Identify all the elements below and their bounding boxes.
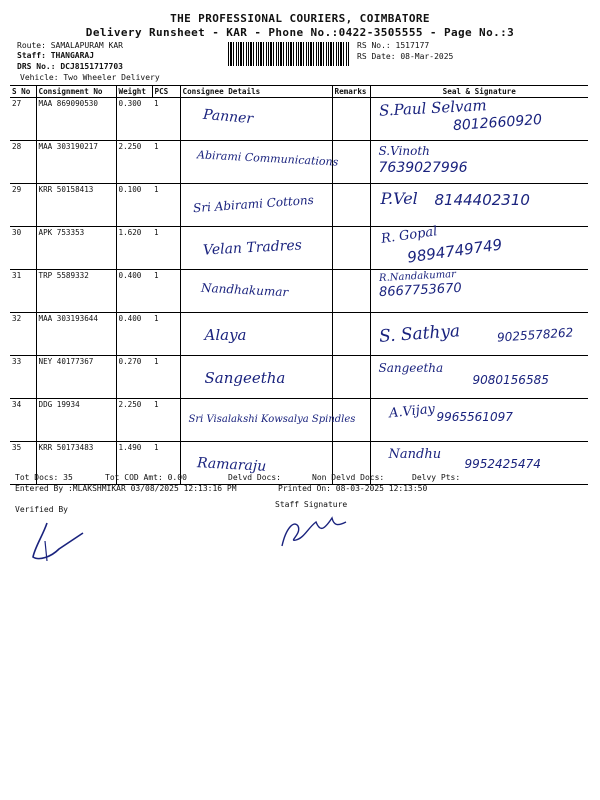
staff-signature-label: Staff Signature [275, 500, 348, 509]
row-weight: 0.300 [116, 98, 152, 141]
row-pcs: 1 [152, 442, 180, 485]
signature: Sangeetha [378, 361, 444, 375]
consignee-handwriting: Sri Abirami Cottons [192, 192, 314, 216]
col-weight: Weight [116, 86, 152, 98]
row-consignment: KRR 50173483 [36, 442, 116, 485]
row-weight: 0.400 [116, 270, 152, 313]
table-row [10, 141, 588, 184]
row-weight: 2.250 [116, 399, 152, 442]
consignee-handwriting: Alaya [204, 326, 247, 344]
row-pcs: 1 [152, 184, 180, 227]
row-pcs: 1 [152, 98, 180, 141]
table-row [10, 356, 588, 399]
row-sno: 34 [10, 399, 36, 442]
verified-by-label: Verified By [15, 505, 68, 514]
row-pcs: 1 [152, 399, 180, 442]
signature: S.Vinoth [378, 144, 430, 158]
drs-label: DRS No.: DCJ8151717703 [17, 62, 123, 71]
consignee-handwriting: Nandhakumar [200, 280, 289, 300]
row-sno: 32 [10, 313, 36, 356]
signature: P.Vel [380, 189, 418, 208]
row-consignment: APK 753353 [36, 227, 116, 270]
col-remarks: Remarks [332, 86, 370, 98]
signature: S. Sathya [377, 321, 461, 347]
row-sno: 30 [10, 227, 36, 270]
table-row [10, 442, 588, 485]
receiver-phone: 9025578262 [496, 325, 574, 345]
row-weight: 0.270 [116, 356, 152, 399]
receiver-phone: 9965561097 [436, 410, 513, 424]
receiver-phone: 9894749749 [405, 235, 503, 267]
row-weight: 0.100 [116, 184, 152, 227]
delivery-points: Delvy Pts: [412, 473, 461, 482]
row-consignment: NEY 40177367 [36, 356, 116, 399]
signature: S.Paul Selvam [378, 96, 487, 120]
col-signature: Seal & Signature [370, 86, 588, 98]
consignee-handwriting: Ramaraju [196, 455, 267, 475]
row-pcs: 1 [152, 313, 180, 356]
signature: A.Vijay [387, 401, 436, 422]
row-sno: 35 [10, 442, 36, 485]
receiver-phone: 8144402310 [434, 191, 530, 209]
row-consignment: MAA 303190217 [36, 141, 116, 184]
table-row [10, 399, 588, 442]
row-sno: 28 [10, 141, 36, 184]
row-sno: 33 [10, 356, 36, 399]
consignee-handwriting: Abirami Communications [196, 148, 339, 169]
vehicle-label: Vehicle: Two Wheeler Delivery [20, 73, 160, 82]
row-sno: 29 [10, 184, 36, 227]
document-subtitle: Delivery Runsheet - KAR - Phone No.:0422-3505555 - Page No.:3 [85, 26, 515, 39]
signature: R.Nandakumar [378, 268, 456, 285]
staff-signature [276, 508, 351, 553]
consignee-handwriting: Velan Tradres [202, 237, 302, 259]
consignee-handwriting: Sri Visalakshi Kowsalya Spindles [188, 414, 356, 425]
staff-label: Staff: THANGARAJ [17, 51, 95, 60]
receiver-phone: 9080156585 [472, 373, 549, 387]
row-weight: 2.250 [116, 141, 152, 184]
printed-on: Printed On: 08-03-2025 12:13:50 [278, 484, 428, 493]
table-row [10, 227, 588, 270]
col-pcs: PCS [152, 86, 180, 98]
total-cod: Tot COD Amt: 0.00 [105, 473, 187, 482]
row-weight: 1.620 [116, 227, 152, 270]
receiver-phone: 9952425474 [464, 457, 541, 471]
consignee-handwriting: Panner [201, 106, 254, 128]
rs-date: RS Date: 08-Mar-2025 [357, 52, 454, 61]
barcode [228, 42, 350, 66]
table-header-row [10, 86, 588, 98]
table-row [10, 184, 588, 227]
row-sno: 31 [10, 270, 36, 313]
runsheet-table [10, 85, 588, 485]
col-sno: S No [10, 86, 36, 98]
row-pcs: 1 [152, 227, 180, 270]
row-weight: 0.400 [116, 313, 152, 356]
row-consignment: MAA 869090530 [36, 98, 116, 141]
consignee-handwriting: Sangeetha [204, 369, 286, 387]
col-consignee: Consignee Details [180, 86, 332, 98]
table-row [10, 98, 588, 141]
document-title: THE PROFESSIONAL COURIERS, COIMBATORE [170, 12, 430, 25]
route-label: Route: SAMALAPURAM KAR [17, 41, 123, 50]
row-consignment: KRR 50158413 [36, 184, 116, 227]
total-docs: Tot Docs: 35 [15, 473, 73, 482]
row-pcs: 1 [152, 141, 180, 184]
delivered-docs: Delvd Docs: [228, 473, 281, 482]
row-consignment: DDG 19934 [36, 399, 116, 442]
receiver-phone: 7639027996 [378, 160, 468, 176]
table-row [10, 313, 588, 356]
row-pcs: 1 [152, 270, 180, 313]
signature: Nandhu [388, 447, 442, 462]
signature: R. Gopal [379, 224, 438, 247]
non-delivered-docs: Non Delvd Docs: [312, 473, 385, 482]
col-consignment: Consignment No [36, 86, 116, 98]
rs-no: RS No.: 1517177 [357, 41, 430, 50]
receiver-phone: 8667753670 [378, 280, 462, 301]
row-weight: 1.490 [116, 442, 152, 485]
entered-by: Entered By :MLAKSHMIKAR 03/08/2025 12:13:16 PM [15, 484, 237, 493]
table-row [10, 270, 588, 313]
row-consignment: TRP 5589332 [36, 270, 116, 313]
verifier-signature [25, 517, 90, 569]
row-pcs: 1 [152, 356, 180, 399]
row-consignment: MAA 303193644 [36, 313, 116, 356]
row-sno: 27 [10, 98, 36, 141]
receiver-phone: 8012660920 [452, 111, 543, 135]
